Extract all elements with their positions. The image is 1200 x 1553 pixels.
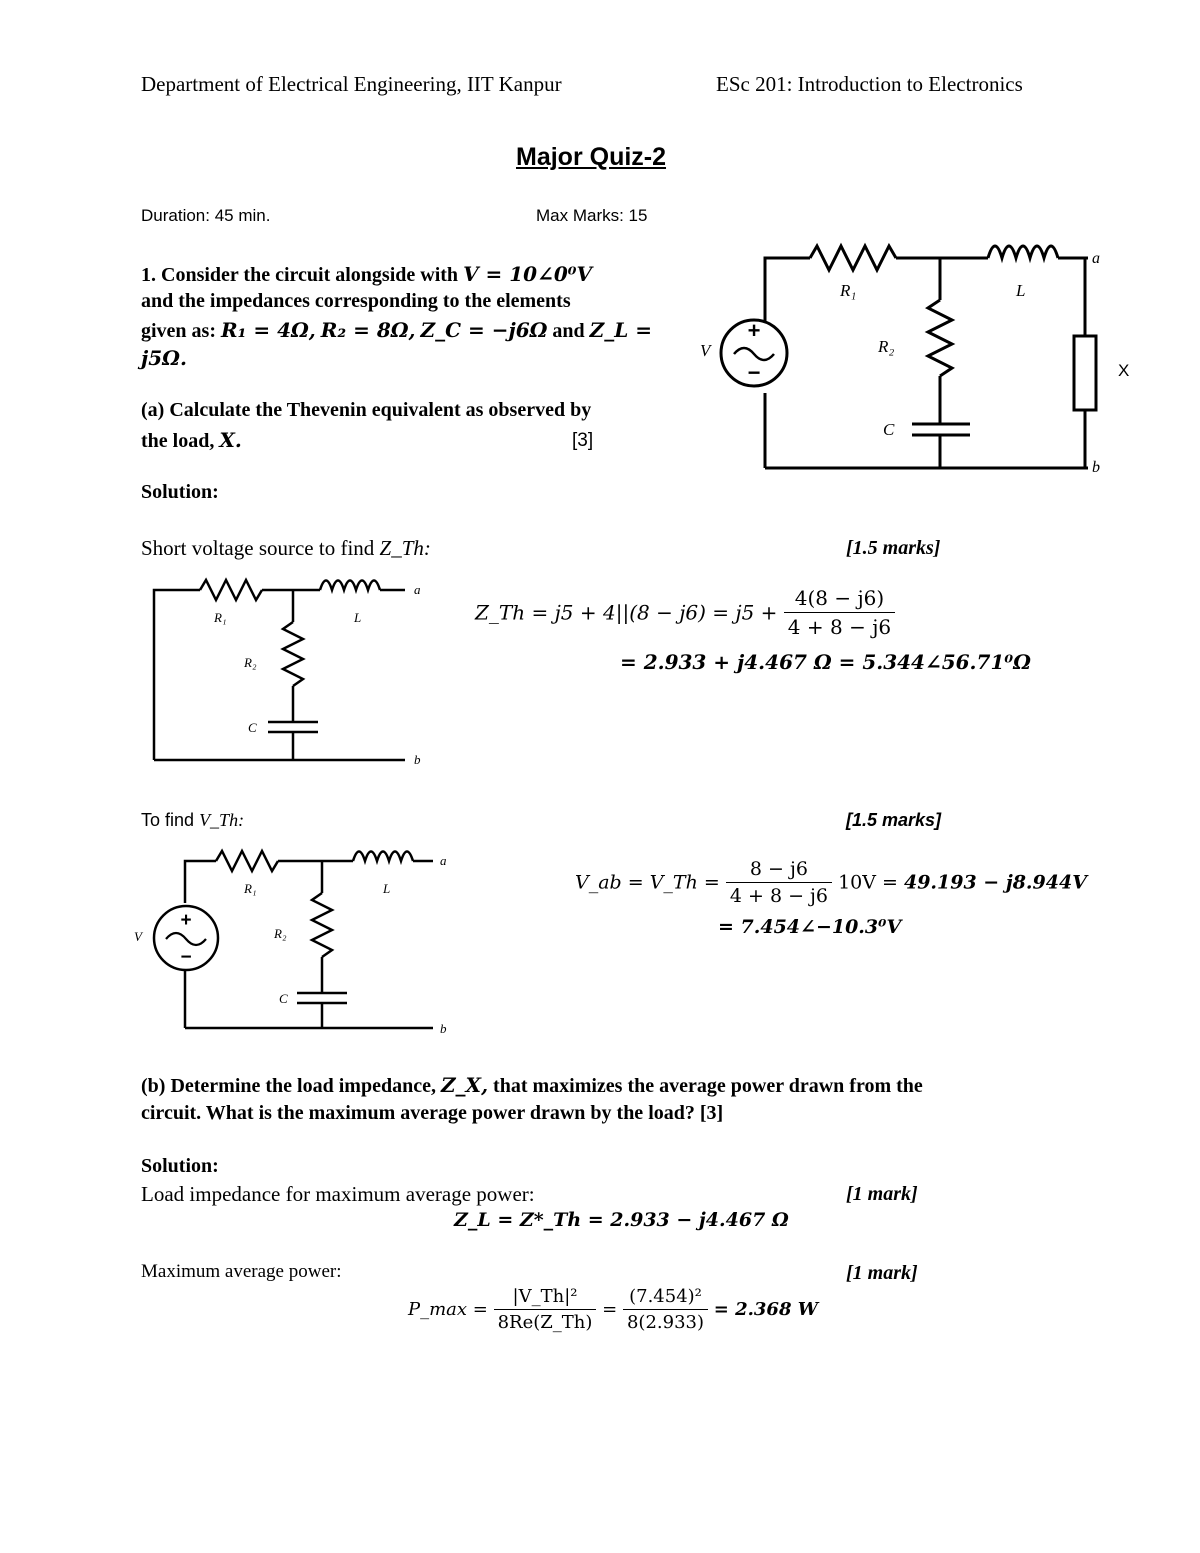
vth-eq-fraction xyxy=(726,858,832,907)
vth-label-c: C xyxy=(279,991,288,1006)
pmax-eq-mid: = xyxy=(602,1299,618,1320)
zth-circuit-diagram xyxy=(140,572,440,772)
zth-marks: [1.5 marks] xyxy=(846,537,941,559)
zth-label-r2: R₂ xyxy=(244,655,257,670)
pmax-marks: [1 mark] xyxy=(846,1262,918,1284)
label-x: X xyxy=(1118,361,1130,380)
label-a: a xyxy=(1092,250,1100,267)
vth-label-b: b xyxy=(440,1021,447,1036)
zth-label-l: L xyxy=(354,610,362,625)
label-r1: R₁ xyxy=(840,281,857,300)
q1-number: 1. xyxy=(141,264,156,286)
pmax-eq-rhs: = 2.368 W xyxy=(713,1299,818,1320)
zth-eq-lhs: Z_Th = j5 + 4||(8 − j6) = j5 + xyxy=(475,600,778,625)
solution-label-b: Solution: xyxy=(141,1155,219,1177)
part-a-text: the load, xyxy=(141,430,215,452)
vth-label-r1: R₁ xyxy=(244,881,257,896)
vth-marks: [1.5 marks] xyxy=(846,810,942,830)
solution-label-a: Solution: xyxy=(141,481,219,503)
pmax-eq-lhs: P_max = xyxy=(408,1299,488,1320)
zth-label-a: a xyxy=(414,582,421,597)
vth-label-v: V xyxy=(134,929,142,944)
zl-marks: [1 mark] xyxy=(846,1183,918,1205)
pmax-label: Maximum average power: xyxy=(141,1261,342,1282)
vth-source-plus: + xyxy=(180,910,192,931)
part-b-line1 xyxy=(141,1073,923,1098)
q1-line2: and the impedances corresponding to the elements xyxy=(141,290,571,312)
zl-label: Load impedance for maximum average power: xyxy=(141,1182,535,1206)
part-b-text: (b) Determine the load impedance, xyxy=(141,1075,436,1097)
q1-zl-a: Z_L = xyxy=(589,318,653,342)
part-b-line2: circuit. What is the maximum average power drawn by the load? [3] xyxy=(141,1102,724,1124)
vth-equation xyxy=(575,858,1087,907)
label-v: V xyxy=(700,341,711,360)
vth-label-var: V_Th: xyxy=(199,810,245,830)
vth-circuit-diagram xyxy=(128,843,458,1043)
zth-label xyxy=(141,536,431,561)
vth-label-a: a xyxy=(440,853,447,868)
pmax-frac2-num: (7.454)² xyxy=(623,1286,708,1310)
vth-eq-rhs-plain: 10V = xyxy=(838,871,898,894)
source-plus: + xyxy=(747,318,761,343)
zth-label-text: Short voltage source to find xyxy=(141,536,375,560)
duration: Duration: 45 min. xyxy=(141,206,271,225)
q1-intro-a: Consider the circuit alongside with xyxy=(161,264,459,286)
label-c: C xyxy=(883,420,895,439)
main-circuit-diagram xyxy=(690,228,1140,488)
q1-r1: R₁ = 4Ω, xyxy=(221,318,316,342)
page-title: Major Quiz-2 xyxy=(516,143,667,171)
source-minus: − xyxy=(747,360,761,385)
vth-result: = 7.454∠−10.3⁰V xyxy=(718,916,902,938)
zth-label-b: b xyxy=(414,752,421,767)
pmax-equation xyxy=(408,1286,818,1333)
header-left: Department of Electrical Engineering, IIT Kanpur xyxy=(141,72,562,96)
zth-label-r1: R₁ xyxy=(214,610,227,625)
part-a-marks: [3] xyxy=(572,430,594,451)
q1-intro-c: given as: xyxy=(141,320,216,342)
q1-v-expr: V = 10∠0⁰V xyxy=(463,262,593,286)
pmax-frac2 xyxy=(623,1286,708,1333)
q1-and: and xyxy=(552,320,585,342)
vth-label xyxy=(141,810,244,831)
q1-line3 xyxy=(141,318,652,343)
pmax-frac2-den: 8(2.933) xyxy=(626,1312,705,1333)
q1-line1 xyxy=(141,262,592,287)
zth-eq-num: 4(8 − j6) xyxy=(784,586,895,613)
zth-eq-den: 4 + 8 − j6 xyxy=(787,615,892,639)
vth-eq-num: 8 − j6 xyxy=(726,858,832,883)
q1-zl-b: j5Ω. xyxy=(141,346,187,370)
label-b: b xyxy=(1092,459,1100,476)
vth-source-minus: − xyxy=(180,947,192,968)
zth-result: = 2.933 + j4.467 Ω = 5.344∠56.71⁰Ω xyxy=(620,650,1031,674)
pmax-frac1 xyxy=(494,1286,597,1333)
pmax-frac1-num: |V_Th|² xyxy=(494,1286,597,1310)
zth-eq-fraction xyxy=(784,586,895,639)
q1-zc: Z_C = −j6Ω xyxy=(420,318,548,342)
zth-equation xyxy=(475,586,895,639)
vth-eq-rhs-bold: 49.193 − j8.944V xyxy=(903,871,1087,894)
vth-label-r2: R₂ xyxy=(274,926,287,941)
part-a-line2 xyxy=(141,428,242,453)
vth-eq-lhs: V_ab = V_Th = xyxy=(575,871,720,894)
zth-label-var: Z_Th: xyxy=(379,536,431,560)
part-b-text-end: that maximizes the average power drawn from the xyxy=(493,1075,923,1097)
vth-eq-den: 4 + 8 − j6 xyxy=(729,885,829,907)
header-right: ESc 201: Introduction to Electronics xyxy=(716,72,1023,96)
part-b-var: Z_X, xyxy=(440,1073,489,1097)
label-l: L xyxy=(1016,281,1026,300)
part-a-line1: (a) Calculate the Thevenin equivalent as observed by xyxy=(141,399,592,421)
zth-label-c: C xyxy=(248,720,257,735)
pmax-frac1-den: 8Re(Z_Th) xyxy=(497,1312,593,1333)
part-a-var: X. xyxy=(219,428,242,452)
label-r2: R₂ xyxy=(878,337,895,356)
vth-label-l: L xyxy=(383,881,391,896)
max-marks: Max Marks: 15 xyxy=(536,206,648,225)
vth-label-text: To find xyxy=(141,810,195,830)
zl-equation: Z_L = Z*_Th = 2.933 − j4.467 Ω xyxy=(454,1209,789,1231)
q1-r2: R₂ = 8Ω, xyxy=(320,318,416,342)
